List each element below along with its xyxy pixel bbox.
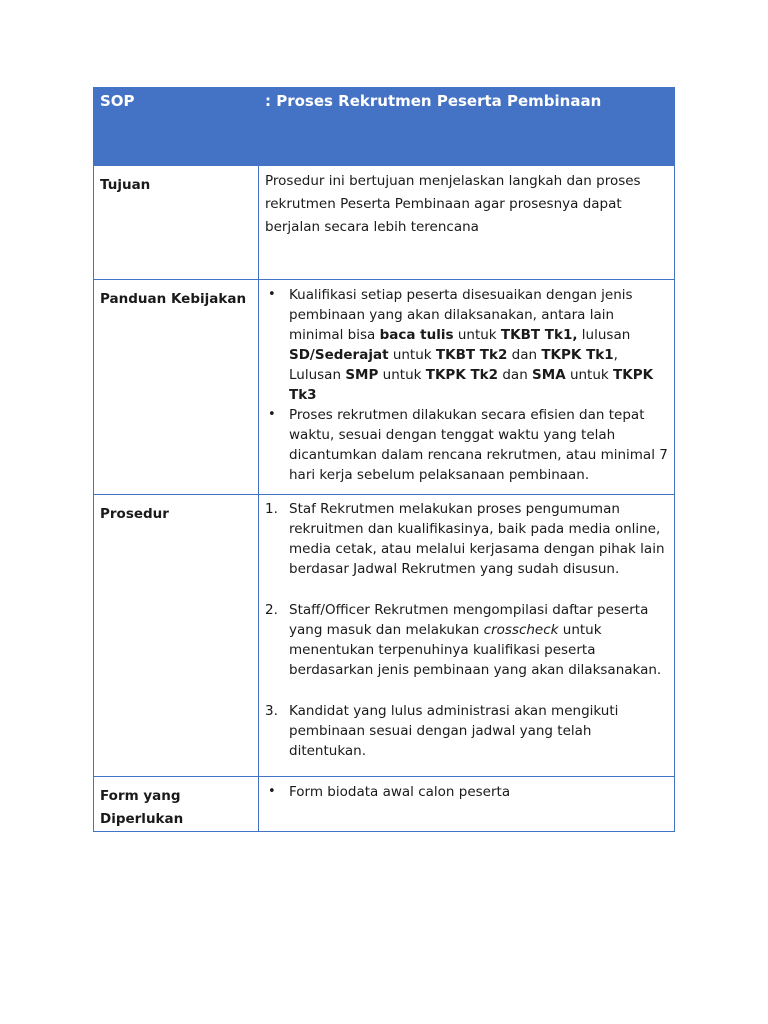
panduan-content <box>259 280 674 494</box>
panduan-list <box>265 280 668 485</box>
prosedur-label: Prosedur <box>94 495 259 776</box>
list-item: 2. Staff/Officer Rekrutmen mengompilasi daftar peserta yang masuk dan melakukan crosscheck untuk menentukan terpenuhinya kualifikasi peserta berdasarkan jenis pembinaan yang akan dilaksanakan. <box>265 602 662 678</box>
sop-label: SOP <box>100 92 135 110</box>
tujuan-row <box>94 165 674 279</box>
prosedur-row <box>94 494 674 776</box>
step-number: 2. <box>265 602 278 618</box>
header-row <box>94 88 674 165</box>
prosedur-content <box>259 495 674 776</box>
tujuan-text: Prosedur ini bertujuan menjelaskan langkah dan proses rekrutmen Peserta Pembinaan agar prosesnya dapat berjalan secara lebih terencana <box>265 173 641 235</box>
step-number: 3. <box>265 703 278 719</box>
form-list <box>265 777 668 802</box>
form-label: Form yang Diperlukan <box>94 777 259 831</box>
list-item: 3. Kandidat yang lulus administrasi akan mengikuti pembinaan sesuai dengan jadwal yang telah ditentukan. <box>265 703 619 759</box>
list-item: • Form biodata awal calon peserta <box>268 784 511 800</box>
sop-title: : Proses Rekrutmen Peserta Pembinaan <box>265 92 602 110</box>
list-item: • Kualifikasi setiap peserta disesuaikan dengan jenis pembinaan yang akan dilaksanakan, antara lain minimal bisa baca tulis untuk TKBT Tk1, lulusan SD/Sederajat untuk TKBT Tk2 dan TKPK Tk1, Lulusan SMP untuk TKPK Tk2 dan SMA untuk TKPK Tk3 <box>268 287 654 403</box>
list-item: 1. Staf Rekrutmen melakukan proses pengumuman rekruitmen dan kualifikasinya, baik pada media online, media cetak, atau melalui kerjasama dengan pihak lain berdasar Jadwal Rekrutmen yang sudah disusun. <box>265 501 665 577</box>
form-row <box>94 776 674 831</box>
form-content <box>259 777 674 831</box>
sop-table <box>93 87 675 832</box>
step-number: 1. <box>265 501 278 517</box>
prosedur-steps <box>265 495 668 761</box>
bullet-icon: • <box>268 287 276 302</box>
panduan-row <box>94 279 674 494</box>
tujuan-label: Tujuan <box>94 166 259 279</box>
bullet-icon: • <box>268 407 276 422</box>
bullet-icon: • <box>268 784 276 799</box>
panduan-label: Panduan Kebijakan <box>94 280 259 494</box>
list-item: • Proses rekrutmen dilakukan secara efisien dan tepat waktu, sesuai dengan tenggat waktu yang telah dicantumkan dalam rencana rekrutmen, atau minimal 7 hari kerja sebelum pelaksanaan pembinaan. <box>268 407 668 483</box>
